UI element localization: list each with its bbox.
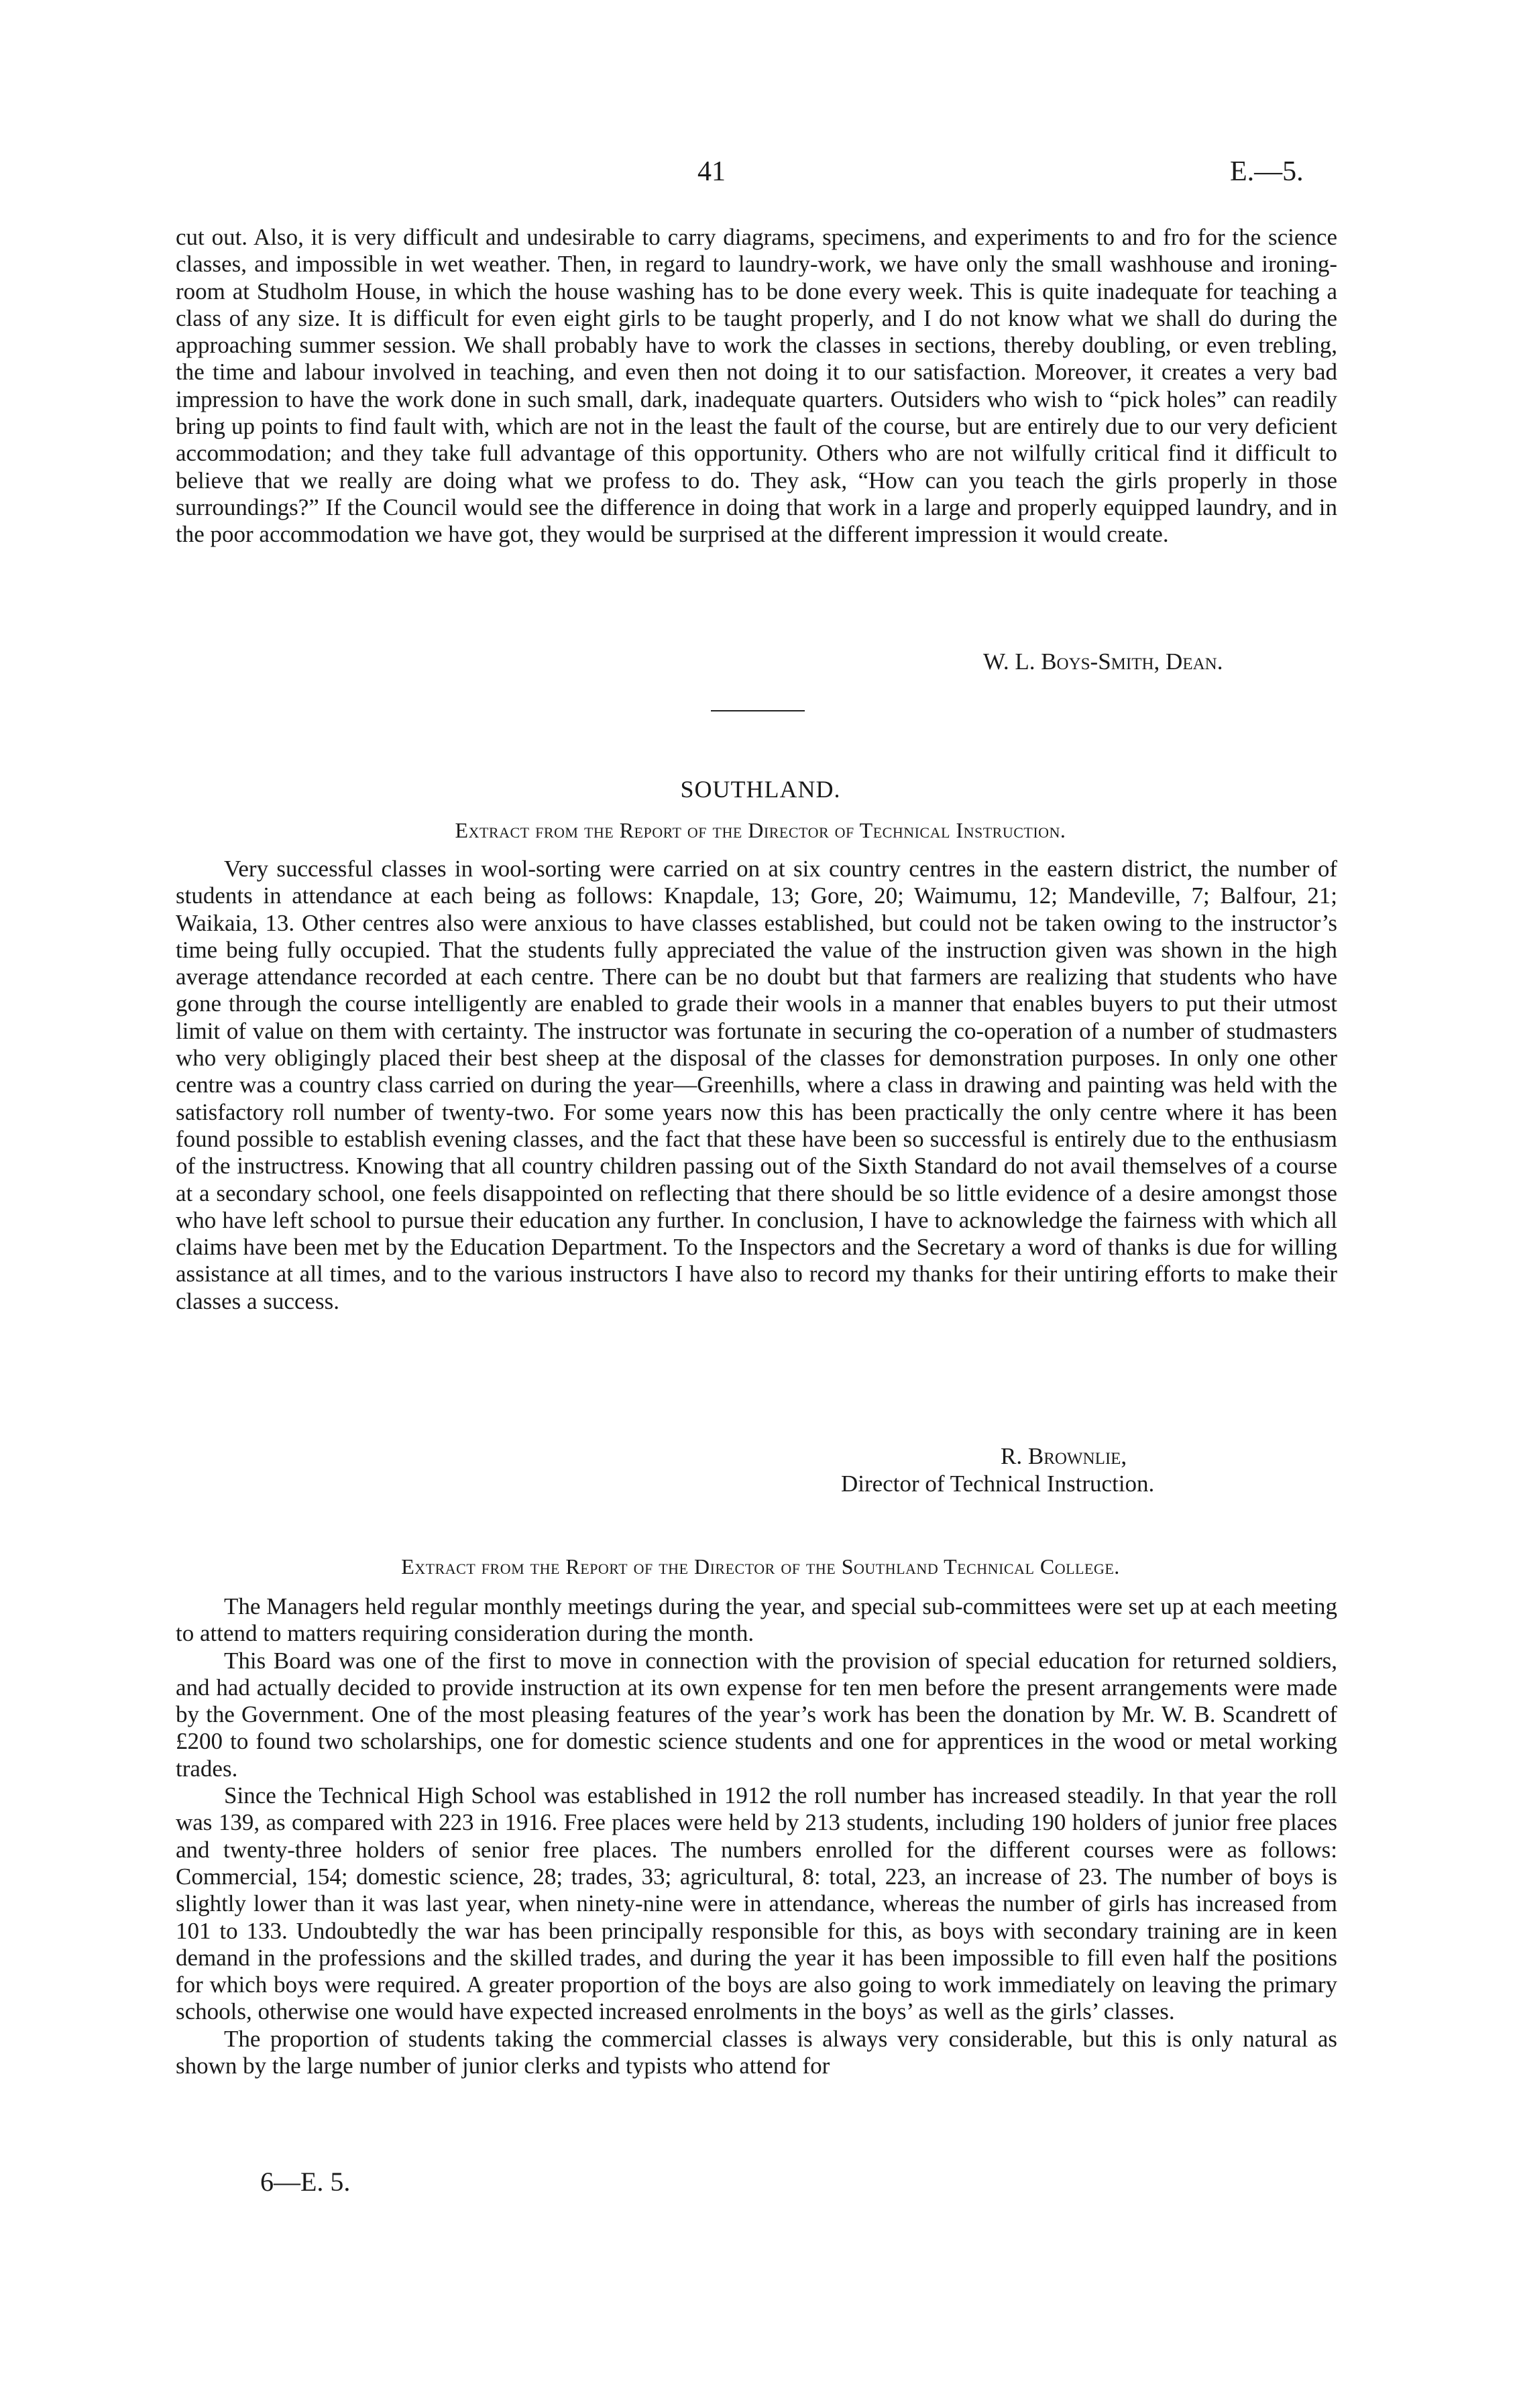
director-signature-name: R. Brownlie, (1001, 1443, 1127, 1469)
dean-report-paragraph: cut out. Also, it is very difficult and undesirable to carry diagrams, specimens, and experiments to and fro for the science classes, and impossible in wet weather. Then, in regard to laundry-work, we have only the small washhouse and ironing-room at Studholm House, in which the house washing has to be done every week. This is quite inadequate for teaching a class of any size. It is difficult for even eight girls to be taught properly, and I do not know what we shall do during the approaching summer session. We shall probably have to work the classes in sections, thereby doubling, or even trebling, the time and labour involved in teaching, and even then not doing it to our satisfaction. Moreover, it creates a very bad impression to have the work done in such small, dark, inadequate quarters. Outsiders who wish to “pick holes” can readily bring up points to find fault with, which are not in the least the fault of the course, but are entirely due to our very deficient accommodation; and they take full advantage of this opportunity. Others who are not wilfully critical find it difficult to believe that we really are doing what we profess to do. They ask, “How can you teach the girls properly in those surroundings?” If the Council would see the difference in doing that work in a large and properly equipped laundry, and in the poor accommodation we have got, they would be surprised at the different impression it would create. (176, 224, 1337, 548)
college-paragraph: This Board was one of the first to move in connection with the provision of special education for returned soldiers, and had actually decided to provide instruction at its own expense for ten men before the present arrangements were made by the Government. One of the most pleasing features of the year’s work has been the donation by Mr. W. B. Scandrett of £200 to found two scholarships, one for domestic science students and one for apprentices in the wood or metal working trades. (176, 1647, 1337, 1782)
dean-signature: W. L. Boys-Smith, Dean. (983, 648, 1223, 675)
subheading-technical-instruction: Extract from the Report of the Director of Technical Instruction. (455, 818, 1066, 842)
dean-report-continuation (176, 224, 1337, 549)
section-divider (711, 710, 805, 711)
signature-mark: 6—E. 5. (260, 2167, 351, 2197)
college-paragraph: Since the Technical High School was established in 1912 the roll number has increased steadily. In that year the roll was 139, as compared with 223 in 1916. Free places were held by 213 students, including 190 holders of junior free places and twenty-three holders of senior free places. The numbers enrolled for the different courses were as follows: Commercial, 154; domestic science, 28; trades, 33; agricultural, 8: total, 223, an increase of 23. The number of boys is slightly lower than it was last year, when ninety-nine were in attendance, whereas the number of girls has increased from 101 to 133. Undoubtedly the war has been principally responsible for this, as boys with secondary training are in keen demand in the professions and the skilled trades, and during the year it has been impossible to fill even half the positions for which boys were required. A greater proportion of the boys are also going to work immediately on leaving the primary schools, otherwise one would have expected increased enrolments in the boys’ as well as the girls’ classes. (176, 1782, 1337, 2025)
page-number: 41 (697, 156, 726, 187)
technical-instruction-paragraph: Very successful classes in wool-sorting were carried on at six country centres in the eastern district, the number of students in attendance at each being as follows: Knapdale, 13; Gore, 20; Waimumu, 12; Mandeville, 7; Balfour, 21; Waikaia, 13. Other centres also were anxious to have classes established, but could not be taken owing to the instructor’s time being fully occupied. That the students fully appreciated the value of the instruction given was shown in the high average attendance recorded at each centre. There can be no doubt but that farmers are realizing that students who have gone through the course intelligently are enabled to grade their wools in a manner that enables buyers to put their utmost limit of value on them with certainty. The instructor was fortunate in securing the co-operation of a number of studmasters who very obligingly placed their best sheep at the disposal of the classes for demonstration purposes. In only one other centre was a country class carried on during the year—Greenhills, where a class in drawing and painting was held with the satisfactory roll number of twenty-two. For some years now this has been practically the only centre where it has been found possible to establish evening classes, and the fact that these have been so successful is entirely due to the enthusiasm of the instructress. Knowing that all country children passing out of the Sixth Standard do not avail themselves of a course at a secondary school, one feels disappointed on reflecting that there should be so little evidence of a desire amongst those who have left school to pursue their education any further. In conclusion, I have to acknowledge the fairness with which all claims have been met by the Education Department. To the Inspectors and the Secretary a word of thanks is due for willing assistance at all times, and to the various instructors I have also to record my thanks for their untiring efforts to make their classes a success. (176, 856, 1337, 1314)
college-paragraph: The Managers held regular monthly meetings during the year, and special sub-committees were set up at each meeting to attend to matters requiring consideration during the month. (176, 1593, 1337, 1647)
director-signature-title: Director of Technical Instruction. (841, 1471, 1155, 1497)
technical-college-report (176, 1593, 1337, 2079)
subheading-technical-college: Extract from the Report of the Director of the Southland Technical College. (401, 1554, 1120, 1579)
technical-instruction-report (176, 856, 1337, 1315)
document-reference: E.—5. (1230, 156, 1304, 187)
section-title-southland: SOUTHLAND. (680, 776, 841, 803)
college-paragraph: The proportion of students taking the commercial classes is always very considerable, but this is only natural as shown by the large number of junior clerks and typists who attend for (176, 2025, 1337, 2079)
